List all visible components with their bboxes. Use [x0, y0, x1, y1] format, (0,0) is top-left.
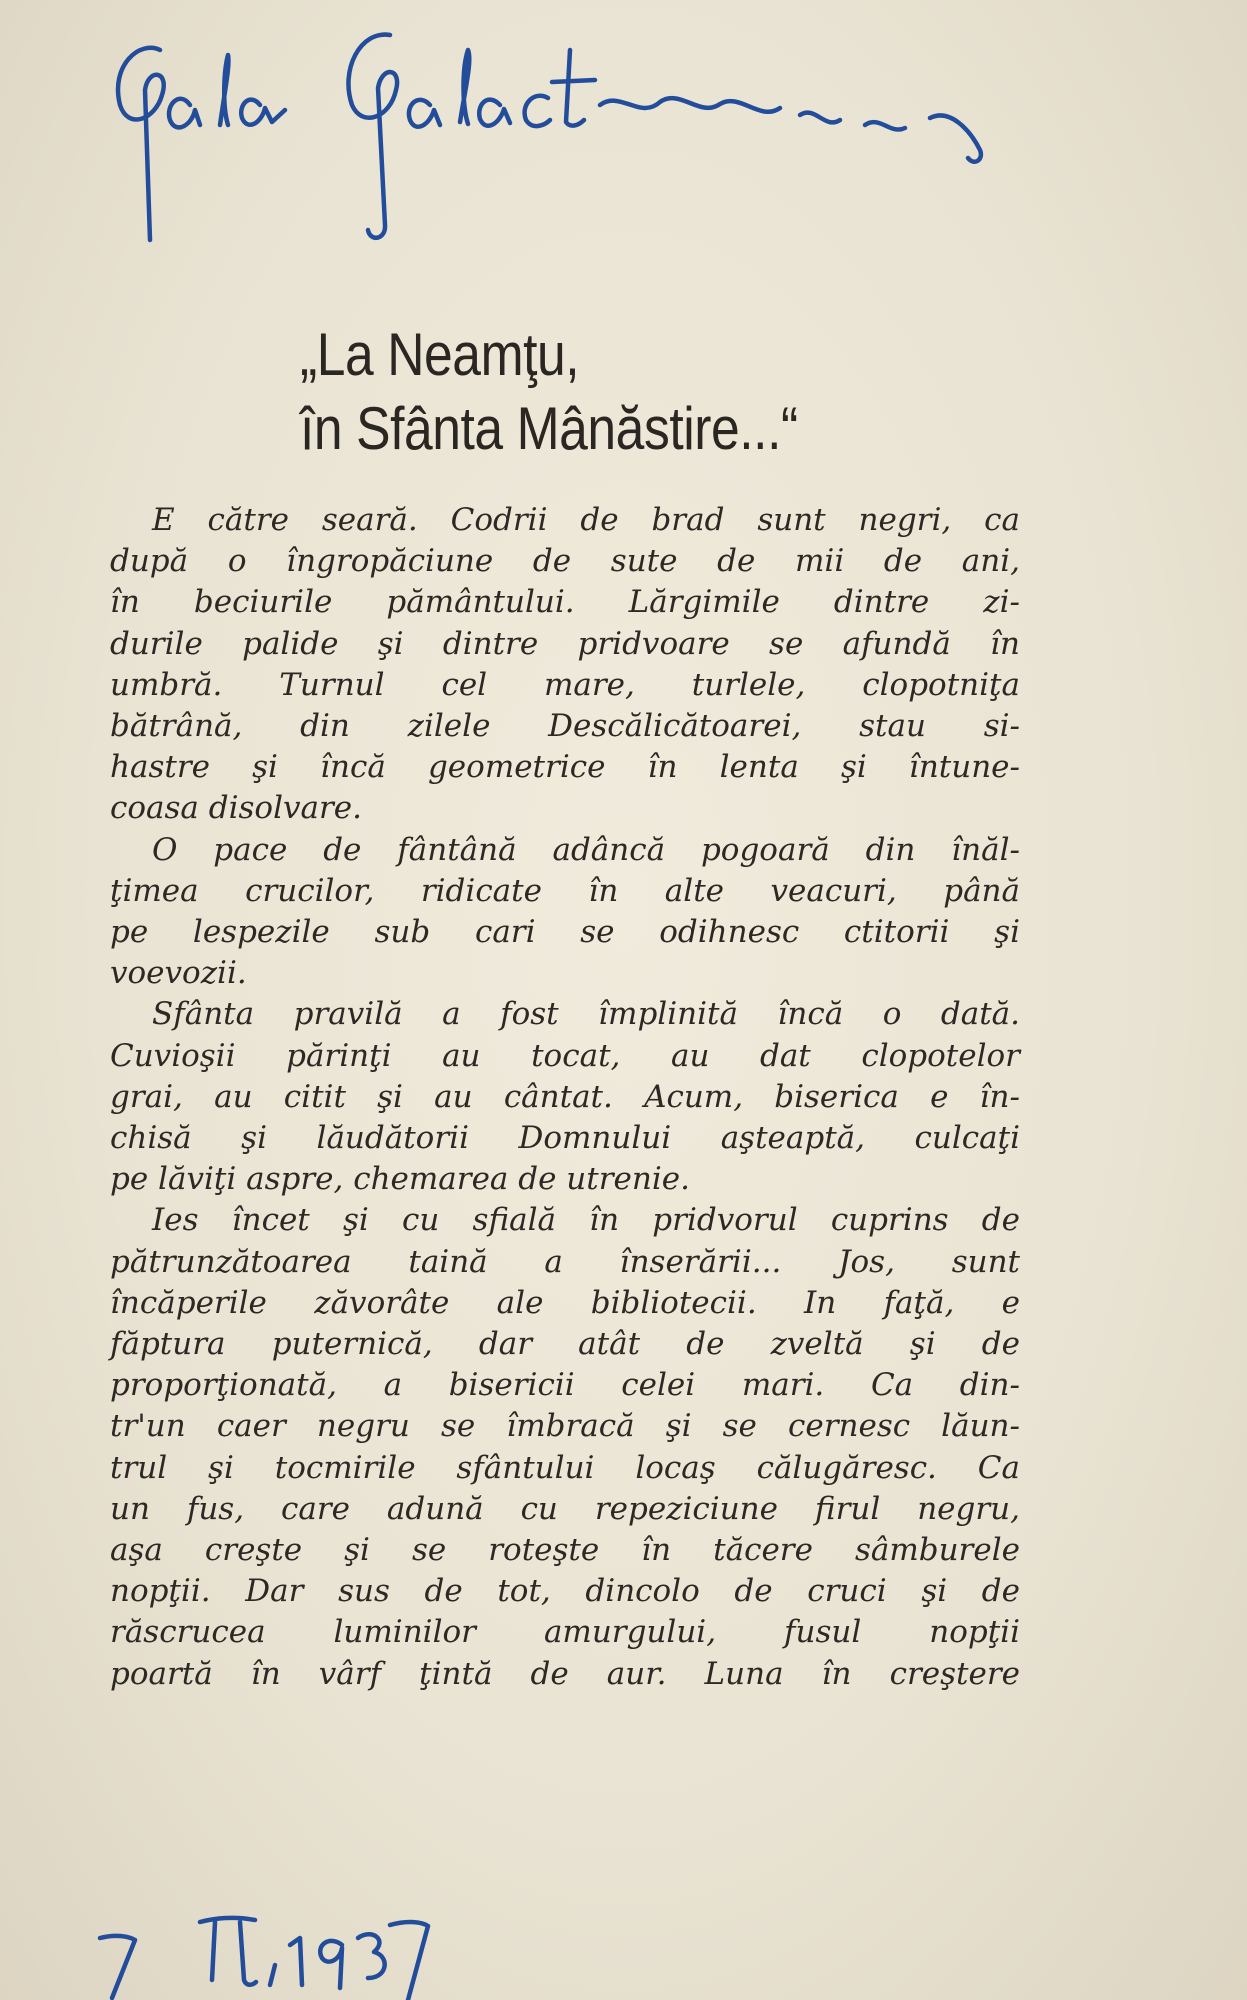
text-line: umbră. Turnul cel mare, turlele, clopotniţa [110, 666, 1020, 703]
paragraph [110, 500, 1020, 830]
chapter-title-line-1: „La Neamţu, [300, 321, 580, 388]
text-line: hastre şi încă geometrice în lenta şi întune- [110, 749, 1020, 786]
text-line: un fus, care adună cu repeziciune firul negru, [110, 1490, 1020, 1527]
paragraph [110, 1200, 1020, 1694]
text-line: răscrucea luminilor amurgului, fusul nopţii [110, 1614, 1020, 1651]
text-line: pe lespezile sub cari se odihnesc ctitorii şi [110, 914, 1020, 951]
handwritten-date [90, 1900, 510, 2000]
text-line: E către seară. Codrii de brad sunt negri, ca [152, 502, 1020, 538]
text-line: grai, au citit şi au cântat. Acum, biserica e în- [110, 1078, 1020, 1115]
text-line: încăperile zăvorâte ale bibliotecii. In faţă, e [110, 1284, 1020, 1321]
paragraph [110, 830, 1020, 995]
text-line: trul şi tocmirile sfântului locaş călugăresc. Ca [110, 1449, 1020, 1486]
handwritten-signature [100, 10, 1080, 260]
text-line: proporţionată, a bisericii celei mari. Ca din- [110, 1367, 1020, 1404]
text-line: Ies încet şi cu sfială în pridvorul cuprins de [152, 1202, 1020, 1239]
text-line: după o îngropăciune de sute de mii de ani, [110, 543, 1020, 580]
text-line: durile palide şi dintre pridvoare se afundă în [110, 625, 1020, 662]
body-text [110, 500, 1020, 1695]
text-line: făptura puternică, dar atât de zveltă şi de [110, 1326, 1020, 1363]
text-line: coasa disolvare. [110, 790, 363, 827]
paragraph [110, 994, 1020, 1200]
text-line: Sfânta pravilă a fost împlinită încă o dată. [152, 996, 1020, 1033]
text-line: Cuvioşii părinţi au tocat, au dat clopotelor [110, 1037, 1020, 1074]
text-line: chisă şi lăudătorii Domnului aşteaptă, culcaţi [110, 1120, 1020, 1157]
text-line: aşa creşte şi se roteşte în tăcere sâmburele [110, 1532, 1020, 1569]
text-line: ţimea crucilor, ridicate în alte veacuri, până [110, 872, 1020, 909]
text-line: pătrunzătoarea taină a înserării... Jos, sunt [110, 1243, 1020, 1280]
text-line: O pace de fântână adâncă pogoară din înăl- [152, 831, 1020, 868]
text-line: bătrână, din zilele Descălicătoarei, stau si- [110, 708, 1020, 745]
text-line: nopţii. Dar sus de tot, dincolo de cruci şi de [110, 1573, 1020, 1610]
text-line: pe lăviţi aspre, chemarea de utrenie. [110, 1161, 690, 1198]
text-line: poartă în vârf ţintă de aur. Luna în creştere [110, 1655, 1020, 1692]
text-line: în beciurile pământului. Lărgimile dintre zi- [110, 584, 1020, 621]
text-line: voevozii. [110, 955, 247, 992]
chapter-title [300, 318, 902, 466]
text-line: tr'un caer negru se îmbracă şi se cernesc lăun- [110, 1408, 1020, 1445]
chapter-title-line-2: în Sfânta Mânăstire...“ [300, 395, 798, 462]
